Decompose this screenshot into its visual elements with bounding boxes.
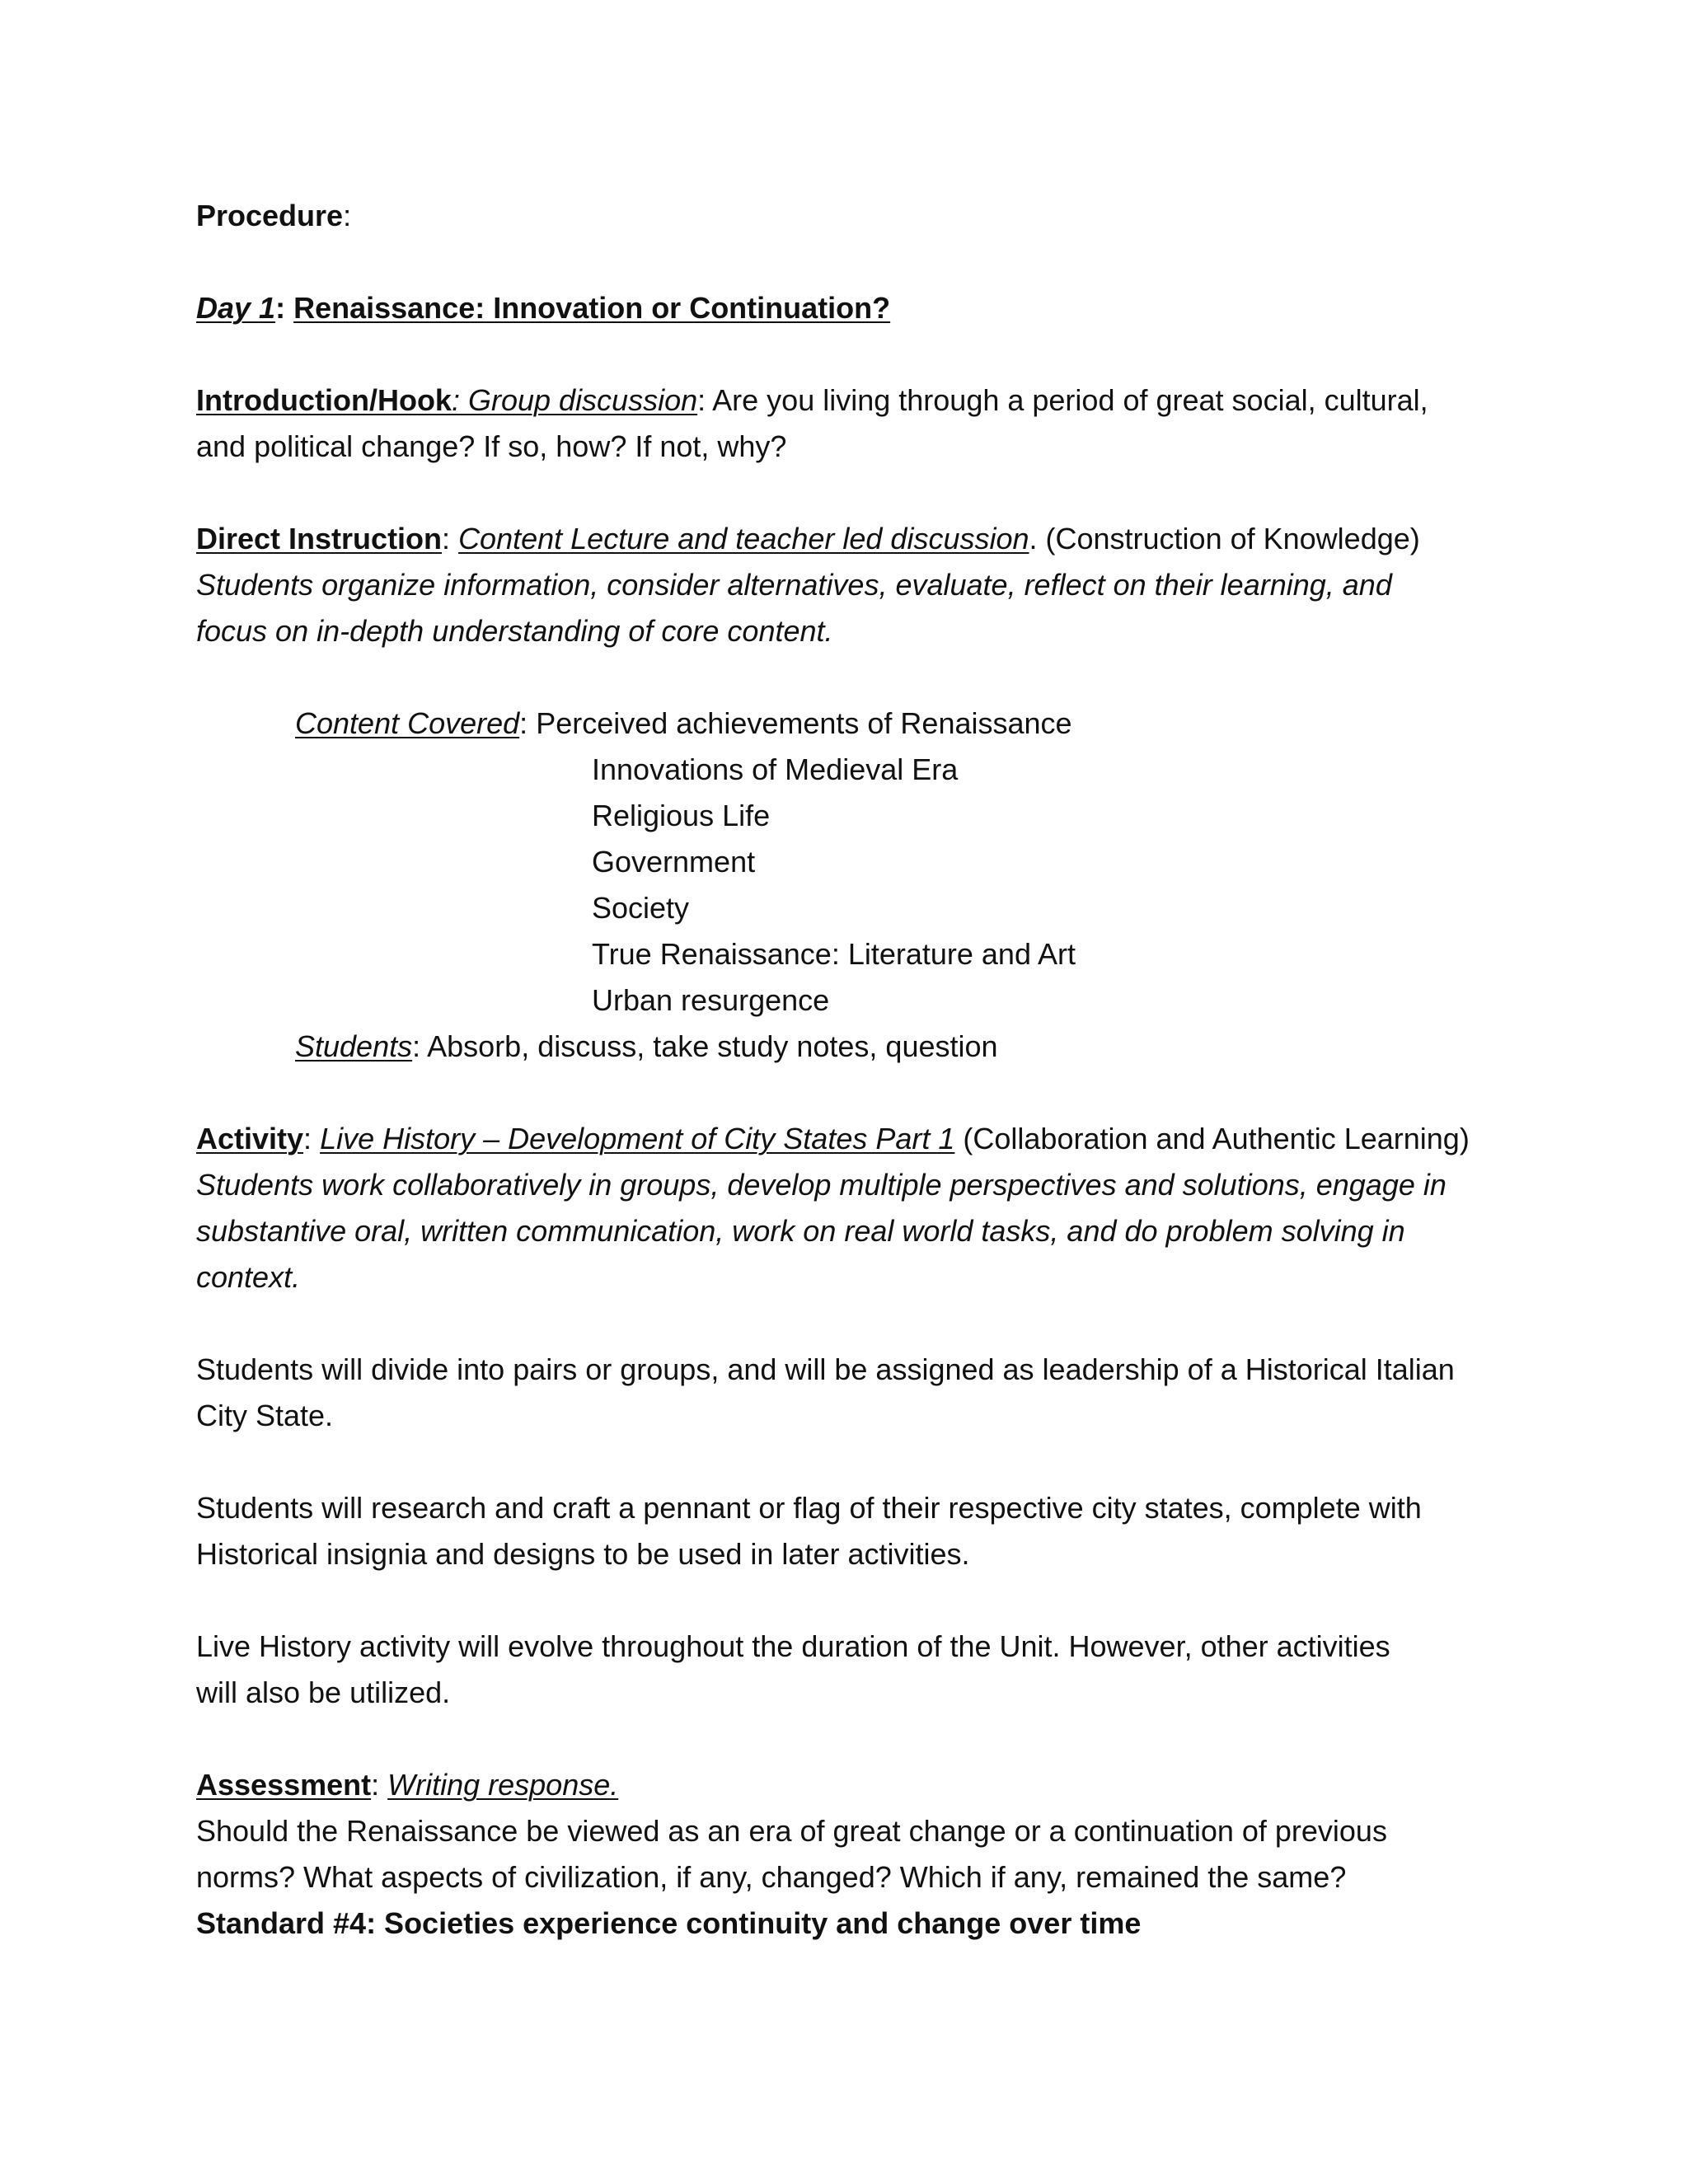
activity-desc-1: Students work collaboratively in groups, develop multiple perspectives and solutions, engage in [196,1168,1447,1202]
content-item: True Renaissance: Literature and Art [592,937,1076,971]
day-title: Renaissance: Innovation or Continuation? [293,291,891,325]
activity-label: Activity [196,1122,304,1155]
activity-paragraph-3a: Live History activity will evolve throughout the duration of the Unit. However, other activities [196,1629,1390,1663]
direct-desc-1: Students organize information, consider alternatives, evaluate, reflect on their learning, and [196,568,1392,602]
activity-paragraph-2b: Historical insignia and designs to be used in later activities. [196,1537,970,1571]
intro-line-1: Introduction/Hook: Group discussion: Are you living through a period of great social, cultural, [196,383,1428,417]
intro-label: Introduction/Hook [196,383,452,417]
intro-method: Group discussion [467,383,698,417]
content-item: Urban resurgence [592,983,830,1017]
intro-line-2: and political change? If so, how? If not, why? [196,429,787,463]
direct-label: Direct Instruction [196,522,443,555]
students-line: Students: Absorb, discuss, take study notes, question [295,1029,998,1063]
day1-heading: Day 1: Renaissance: Innovation or Continuation? [196,291,891,325]
activity-paragraph-3b: will also be utilized. [196,1675,451,1709]
activity-paragraph-2a: Students will research and craft a pennant or flag of their respective city states, complete with [196,1491,1422,1525]
procedure-heading: Procedure: [196,199,352,232]
activity-desc-2: substantive oral, written communication, work on real world tasks, and do problem solving in [196,1214,1405,1248]
assessment-method: Writing response. [387,1768,619,1802]
content-label: Content Covered [295,706,520,740]
activity-paragraph-1a: Students will divide into pairs or groups, and will be assigned as leadership of a Historical Italian [196,1352,1455,1386]
content-item: Society [592,891,690,925]
content-item: Government [592,845,756,879]
assessment-question-1: Should the Renaissance be viewed as an era of great change or a continuation of previous [196,1814,1387,1848]
assessment-label: Assessment [196,1768,372,1802]
content-covered-line: Content Covered: Perceived achievements of Renaissance [295,706,1072,740]
assessment-question-2: norms? What aspects of civilization, if any, changed? Which if any, remained the same? [196,1860,1347,1894]
activity-line: Activity: Live History – Development of City States Part 1 (Collaboration and Authentic Learning) [196,1122,1470,1155]
content-item: Religious Life [592,799,771,832]
direct-instruction-line: Direct Instruction: Content Lecture and teacher led discussion. (Construction of Knowledge) [196,522,1420,555]
activity-paragraph-1b: City State. [196,1399,334,1432]
direct-method: Content Lecture and teacher led discussion [458,522,1029,555]
standard-line: Standard #4: Societies experience continuity and change over time [196,1906,1142,1940]
activity-desc-3: context. [196,1260,301,1294]
day-label: Day 1 [196,291,276,325]
direct-desc-2: focus on in-depth understanding of core content. [196,614,833,648]
students-label: Students [295,1029,413,1063]
assessment-line: Assessment: Writing response. [196,1768,619,1802]
content-item: Innovations of Medieval Era [592,752,959,786]
activity-title: Live History – Development of City States Part 1 [320,1122,955,1155]
